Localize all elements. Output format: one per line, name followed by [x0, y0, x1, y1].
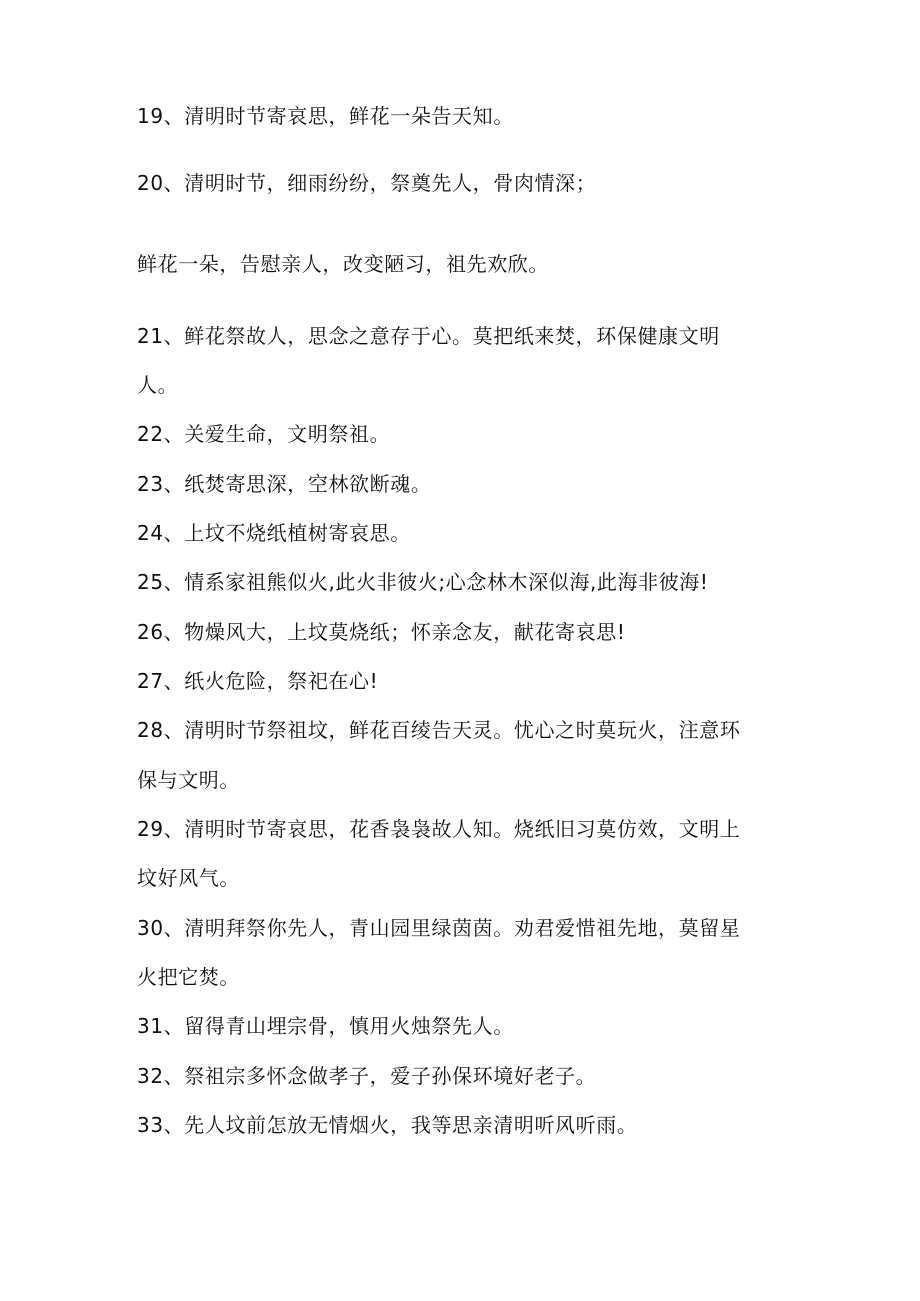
- text-line: 22、关爱生命，文明祭祖。: [137, 422, 391, 446]
- text-line: 27、纸火危险，祭祀在心!: [137, 669, 379, 693]
- text-line: 30、清明拜祭你先人，青山园里绿茵茵。劝君爱惜祖先地，莫留星: [137, 916, 741, 940]
- text-line: 坟好风气。: [137, 866, 240, 890]
- text-line: 29、清明时节寄哀思，花香袅袅故人知。烧纸旧习莫仿效，文明上: [137, 817, 741, 841]
- text-line: 20、清明时节，细雨纷纷，祭奠先人，骨肉情深；: [137, 171, 597, 195]
- text-line: 31、留得青山埋宗骨，慎用火烛祭先人。: [137, 1014, 514, 1038]
- text-line: 33、先人坟前怎放无情烟火，我等思亲清明听风听雨。: [137, 1113, 638, 1137]
- text-line: 21、鲜花祭故人，思念之意存于心。莫把纸来焚，环保健康文明: [137, 324, 720, 348]
- text-line: 28、清明时节祭祖坟，鲜花百绫告天灵。忧心之时莫玩火，注意环: [137, 718, 741, 742]
- text-line: 鲜花一朵，告慰亲人，改变陋习，祖先欢欣。: [137, 252, 549, 276]
- text-line: 24、上坟不烧纸植树寄哀思。: [137, 521, 411, 545]
- text-line: 火把它焚。: [137, 965, 240, 989]
- text-line: 保与文明。: [137, 768, 240, 792]
- text-line: 32、祭祖宗多怀念做孝子，爱子孙保环境好老子。: [137, 1064, 597, 1088]
- text-line: 23、纸焚寄思深，空林欲断魂。: [137, 472, 432, 496]
- text-line: 人。: [137, 373, 179, 397]
- text-line: 19、清明时节寄哀思，鲜花一朵告天知。: [137, 104, 514, 128]
- text-line: 26、物燥风大，上坟莫烧纸；怀亲念友，献花寄哀思!: [137, 620, 626, 644]
- text-line: 25、情系家祖熊似火,此火非彼火;心念林木深似海,此海非彼海!: [137, 570, 709, 594]
